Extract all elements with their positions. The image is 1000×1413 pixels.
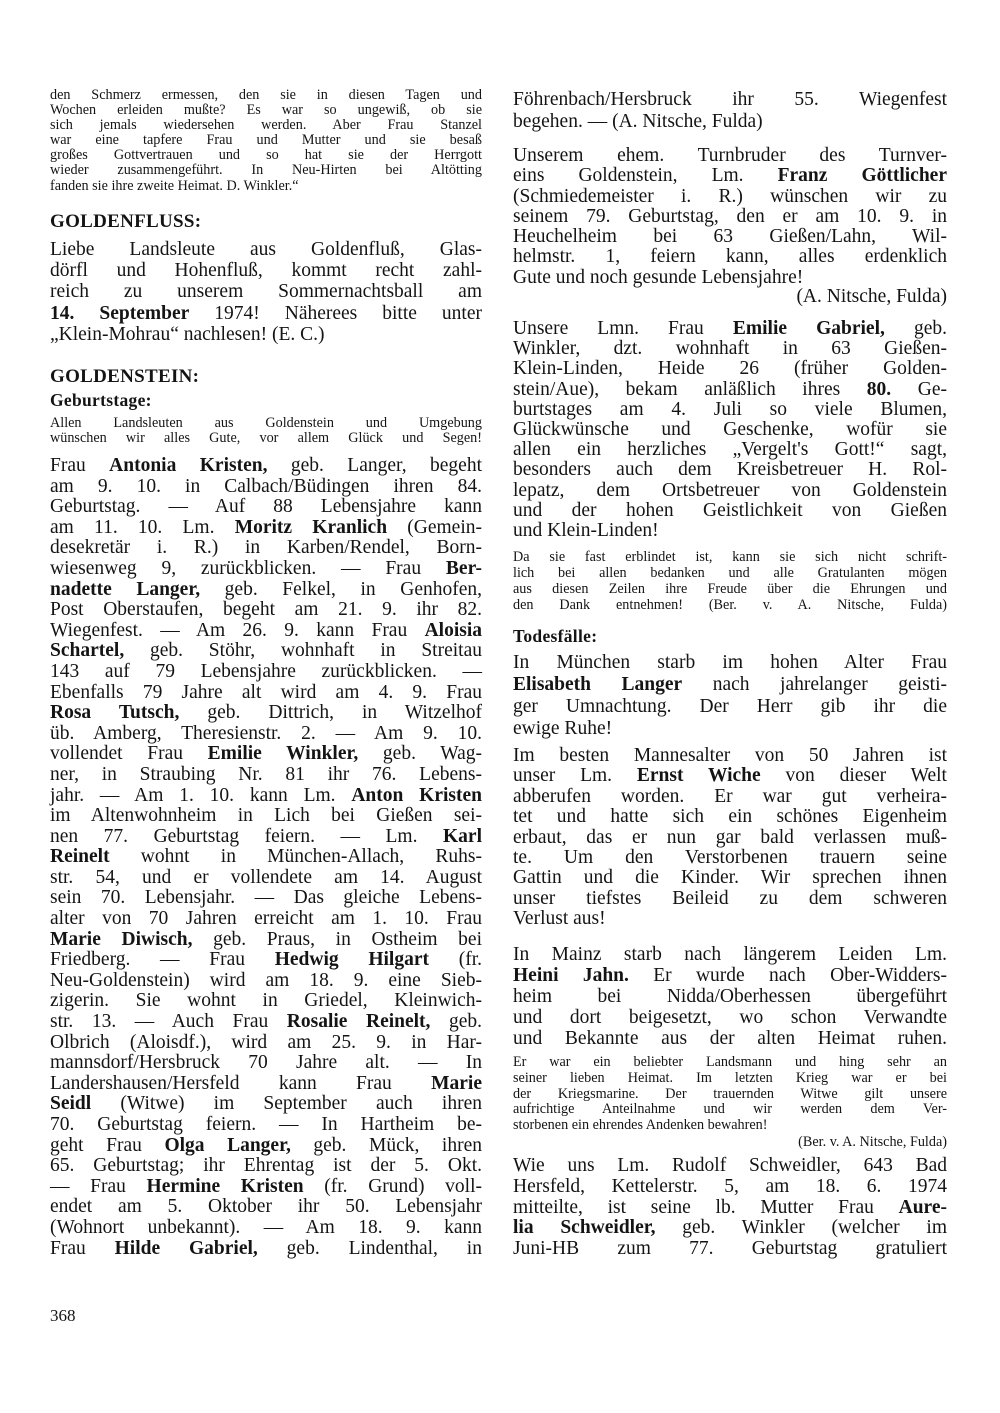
text-line: aus diesen Zeilen ihre Freude über die Ehrungen und <box>513 581 947 597</box>
text-line: mitteilte, ist seine lb. Mutter Frau Aure- <box>513 1196 947 1218</box>
text-line: 65. Geburtstag; ihr Ehrentag ist der 5. Okt. <box>50 1155 482 1177</box>
text-line: lia Schweidler, geb. Winkler (welcher im <box>513 1217 947 1239</box>
text-line: Landershausen/Hersfeld kann Frau Marie <box>50 1072 482 1094</box>
person-name: Aure- <box>898 1196 947 1218</box>
text-line: unser Lm. Ernst Wiche von dieser Welt <box>513 765 947 787</box>
text-line: Unsere Lmn. Frau Emilie Gabriel, geb. <box>513 318 947 339</box>
text-line: Im besten Mannesalter von 50 Jahren ist <box>513 745 947 766</box>
text-line: besonders auch dem Kreisbetreuer H. Rol- <box>513 459 947 481</box>
intro-paragraph <box>50 88 482 194</box>
obituary-wiche <box>513 746 947 930</box>
text-line: burtstages am 4. Juli so viele Blumen, <box>513 398 947 420</box>
text-line: Heuchelheim bei 63 Gießen/Lahn, Wil- <box>513 226 947 248</box>
obituary-langer <box>513 652 947 740</box>
person-name: Elisabeth Langer <box>513 674 683 695</box>
person-name: Rosalie Reinelt, <box>286 1011 431 1033</box>
person-name: Marie Diwisch, <box>50 928 193 950</box>
text-line: Unserem ehem. Turnbruder des Turnver- <box>513 145 947 166</box>
text-line: (Wohnort unbekannt). — Am 18. 9. kann <box>50 1216 482 1238</box>
attribution: (A. Nitsche, Fulda) <box>796 286 947 307</box>
text-line: geht Frau Olga Langer, geb. Mück, ihren <box>50 1134 482 1156</box>
section-heading-goldenstein: GOLDENSTEIN: <box>50 366 200 387</box>
text-line: den Dank entnehmen! (Ber. v. A. Nitsche, Fulda) <box>513 597 947 613</box>
text-line: Winkler, dzt. wohnhaft in 63 Gießen- <box>513 338 947 360</box>
person-name: Heini Jahn. <box>513 965 629 986</box>
text-line: lepatz, dem Ortsbetreuer von Goldenstein <box>513 479 947 501</box>
text-line: Wiegenfest. — Am 26. 9. kann Frau Aloisia <box>50 619 482 641</box>
person-name: Ernst Wiche <box>636 765 761 787</box>
text-line: im Altenwohnheim in Lich bei Gießen sei- <box>50 805 482 827</box>
text-line: helmstr. 1, feiern kann, alles erdenklich <box>513 246 947 268</box>
text-line: Ebenfalls 79 Jahre alt wird am 4. 9. Frau <box>50 681 482 703</box>
person-name: Karl <box>443 825 482 847</box>
text-line: vollendet Frau Emilie Winkler, geb. Wag- <box>50 743 483 765</box>
text-line: wiesenweg 9, zurückblicken. — Frau Ber- <box>50 557 482 579</box>
text-line: In München starb im hohen Alter Frau <box>513 652 947 673</box>
text-line: großes Gottvertrauen und so hat sie der Herrgott <box>50 147 482 164</box>
text-line: Marie Diwisch, geb. Praus, in Ostheim bei <box>50 928 482 950</box>
text-line: Neu-Goldenstein) wird am 18. 9. eine Sieb- <box>50 969 482 991</box>
text-line: seiner lieben Heimat. Im letzten Krieg war er bei <box>513 1069 947 1086</box>
greeting-paragraph <box>50 416 482 446</box>
text-line: stein/Aue), bekam anläßlich ihres 80. Ge- <box>513 378 947 400</box>
text-line: eins Goldenstein, Lm. Franz Göttlicher <box>513 165 947 187</box>
person-name: nadette Langer, <box>50 578 201 600</box>
note-emilie-gabriel <box>513 549 947 613</box>
text-line: mannsdorf/Hersbruck 70 Jahre alt. — In <box>50 1052 482 1074</box>
text-line: Olbrich (Aloisdf.), wird am 25. 9. in Har- <box>50 1031 482 1053</box>
text-line: Post Oberstaufen, begeht am 21. 9. ihr 82. <box>50 599 482 621</box>
text-line: — Frau Hermine Kristen (fr. Grund) voll- <box>50 1175 482 1197</box>
person-name: Schartel, <box>50 640 125 662</box>
text-line: Da sie fast erblindet ist, kann sie sich nicht schrift- <box>513 549 947 565</box>
text-line: Gattin und die Kinder. Wir sprechen ihnen <box>513 867 947 889</box>
note-jahn <box>513 1055 947 1134</box>
text-line: tet und hatte sich ein schönes Eigenheim <box>513 806 947 828</box>
text-line: Heini Jahn. Er wurde nach Ober-Widders- <box>513 965 947 986</box>
person-name: Aloisia <box>424 619 482 641</box>
text-line: te. Um den Verstorbenen trauern seine <box>513 847 947 869</box>
text-line: jahr. — Am 1. 10. kann Lm. Anton Kristen <box>50 784 482 806</box>
text-line: abberufen worden. Er war gut verheira- <box>513 785 947 807</box>
paragraph-goettlicher <box>513 146 947 288</box>
text-line: Hersfeld, Kettelerstr. 5, am 18. 6. 1974 <box>513 1175 947 1197</box>
person-name: Hedwig Hilgart <box>274 949 430 971</box>
text-line: Reinelt wohnt in München-Allach, Ruhs- <box>50 846 482 868</box>
person-name: Emilie Winkler, <box>207 743 359 765</box>
text-line: und der hohen Geistlichkeit von Gießen <box>513 499 947 521</box>
person-name: Seidl <box>50 1093 92 1115</box>
text-line: Er war ein beliebter Landsmann und hing sehr an <box>513 1054 947 1070</box>
text-line: fanden sie ihre zweite Heimat. D. Winkler.“ <box>50 177 299 194</box>
text-line: erbaut, das er nun gar bald verlassen muß- <box>513 826 947 848</box>
text-line: ner, in Straubing Nr. 81 ihr 76. Lebens- <box>50 763 482 785</box>
person-name: Moritz Kranlich <box>234 516 388 538</box>
goldenfluss-paragraph <box>50 239 482 345</box>
text-line: nadette Langer, geb. Felkel, in Genhofen, <box>50 578 483 600</box>
text-line: wieder zusammengeführt. In Neu-Hirten bei Altötting <box>50 162 482 179</box>
text-line: der Kriegsmarine. Der trauernden Witwe gilt unsere <box>513 1085 947 1102</box>
person-name: lia Schweidler, <box>513 1217 656 1239</box>
text-line: ger Umnachtung. Der Herr gib ihr die <box>513 696 947 717</box>
person-name: Reinelt <box>50 846 110 868</box>
text-line: allen ein herzliches „Vergelt's Gott!“ sagt, <box>513 439 947 461</box>
text-line: lich bei allen bedanken und alle Gratulanten mögen <box>513 565 947 581</box>
text-line: desekretär i. R.) in Karben/Rendel, Born- <box>50 537 482 559</box>
text-line: am 9. 10. in Calbach/Büdingen ihren 84. <box>50 475 482 497</box>
text-line: alter von 70 Jahren erreicht am 1. 10. Frau <box>50 908 482 930</box>
text-line: sein 70. Lebensjahr. — Das gleiche Lebens- <box>50 887 482 909</box>
text-line: den Schmerz ermessen, den sie in diesen Tagen und <box>50 87 482 103</box>
paragraph-foehrenbach <box>513 89 947 132</box>
text-line: reich zu unserem Sommernachtsball am <box>50 281 482 303</box>
person-name: Marie <box>431 1072 482 1094</box>
text-line: Föhrenbach/Hersbruck ihr 55. Wiegenfest <box>513 89 947 110</box>
text-line: Elisabeth Langer nach jahrelanger geisti- <box>513 674 947 695</box>
person-name: Rosa Tutsch, <box>50 702 180 724</box>
person-name: Hermine Kristen <box>146 1175 304 1197</box>
text-line: dörfl und Hohenfluß, kommt recht zahl- <box>50 260 482 282</box>
text-line: und Klein-Linden! <box>513 520 659 542</box>
text-line: Allen Landsleuten aus Goldenstein und Umgebung <box>50 415 482 431</box>
birthdays-paragraph <box>50 456 482 1259</box>
text-line: war eine tapfere Frau und Mutter und sie besaß <box>50 132 482 149</box>
text-line: Frau Antonia Kristen, geb. Langer, begeht <box>50 455 482 476</box>
text-line: Friedberg. — Frau Hedwig Hilgart (fr. <box>50 949 483 971</box>
text-line: üb. Amberg, Theresienstr. 2. — Am 9. 10. <box>50 722 482 744</box>
text-line: Schartel, geb. Stöhr, wohnhaft in Streitau <box>50 640 482 662</box>
text-line: Seidl (Witwe) im September auch ihren <box>50 1093 482 1115</box>
person-name: Ber- <box>445 557 482 579</box>
text-line: aufrichtige Anteilnahme und wir werden dem Ver- <box>513 1101 947 1118</box>
person-name: Hilde Gabriel, <box>114 1237 258 1259</box>
text-line: storbenen ein ehrendes Andenken bewahren! <box>513 1117 768 1134</box>
person-name: 14. September <box>50 302 190 324</box>
text-line: Frau Hilde Gabriel, geb. Lindenthal, in <box>50 1237 482 1259</box>
text-line: Gute und noch gesunde Lebensjahre! <box>513 266 804 288</box>
subheading-geburtstage: Geburtstage: <box>50 390 152 410</box>
text-line: 14. September 1974! Näherees bitte unter <box>50 302 482 324</box>
text-line: In Mainz starb nach längerem Leiden Lm. <box>513 944 947 965</box>
page-number: 368 <box>50 1306 76 1325</box>
text-line: str. 54, und er vollendete am 14. August <box>50 866 482 888</box>
subheading-todesfaelle: Todesfälle: <box>513 626 598 646</box>
person-name: 80. <box>866 378 892 400</box>
person-name: Olga Langer, <box>164 1134 291 1156</box>
text-line: wünschen wir alles Gute, vor allem Glück und Segen! <box>50 430 482 446</box>
section-heading-goldenfluss: GOLDENFLUSS: <box>50 211 202 232</box>
person-name: Antonia Kristen, <box>109 455 268 476</box>
obituary-schweidler <box>513 1156 947 1260</box>
text-line: Glückwünsche und Geschenke, wofür sie <box>513 419 947 441</box>
text-line: Geburtstag. — Auf 88 Lebensjahre kann <box>50 496 482 518</box>
text-line: Wie uns Lm. Rudolf Schweidler, 643 Bad <box>513 1155 947 1176</box>
text-line: und dort beigesetzt, wo schon Verwandte <box>513 1007 947 1028</box>
person-name: Franz Göttlicher <box>777 165 947 187</box>
attribution: (Ber. v. A. Nitsche, Fulda) <box>798 1134 947 1150</box>
text-line: nen 77. Geburtstag feiern. — Lm. Karl <box>50 825 482 847</box>
text-line: str. 13. — Auch Frau Rosalie Reinelt, geb. <box>50 1011 483 1033</box>
paragraph-emilie-gabriel <box>513 319 947 541</box>
text-line: begehen. — (A. Nitsche, Fulda) <box>513 110 763 132</box>
obituary-jahn <box>513 944 947 1049</box>
text-line: unser tiefstes Beileid zu dem schweren <box>513 887 947 909</box>
text-line: Rosa Tutsch, geb. Dittrich, in Witzelhof <box>50 702 482 724</box>
text-line: zigerin. Sie wohnt in Griedel, Kleinwich- <box>50 990 482 1012</box>
text-line: seinem 79. Geburtstag, den er am 10. 9. in <box>513 205 947 227</box>
person-name: Anton Kristen <box>351 784 482 806</box>
text-line: „Klein-Mohrau“ nachlesen! (E. C.) <box>50 323 325 345</box>
text-line: (Schmiedemeister i. R.) wünschen wir zu <box>513 185 947 207</box>
text-line: Klein-Linden, Heide 26 (früher Golden- <box>513 358 947 380</box>
text-line: endet am 5. Oktober ihr 50. Lebensjahr <box>50 1196 482 1218</box>
text-line: heim bei Nidda/Oberhessen übergeführt <box>513 986 947 1007</box>
text-line: am 11. 10. Lm. Moritz Kranlich (Gemein- <box>50 516 482 538</box>
text-line: sich jemals wiedersehen werden. Aber Frau Stanzel <box>50 117 482 134</box>
text-line: Verlust aus! <box>513 908 606 930</box>
text-line: 143 auf 79 Lebensjahre zurückblicken. — <box>50 660 482 682</box>
text-line: ewige Ruhe! <box>513 718 613 739</box>
text-line: Liebe Landsleute aus Goldenfluß, Glas- <box>50 239 482 260</box>
text-line: Wochen erleiden mußte? Es war so ungewiß, ob sie <box>50 102 482 119</box>
text-line: 70. Geburtstag feiern. — In Hartheim be- <box>50 1114 482 1135</box>
person-name: Emilie Gabriel, <box>732 318 885 339</box>
text-line: Juni-HB zum 77. Geburtstag gratuliert <box>513 1238 947 1260</box>
text-line: und Bekannte aus der alten Heimat ruhen. <box>513 1028 947 1049</box>
